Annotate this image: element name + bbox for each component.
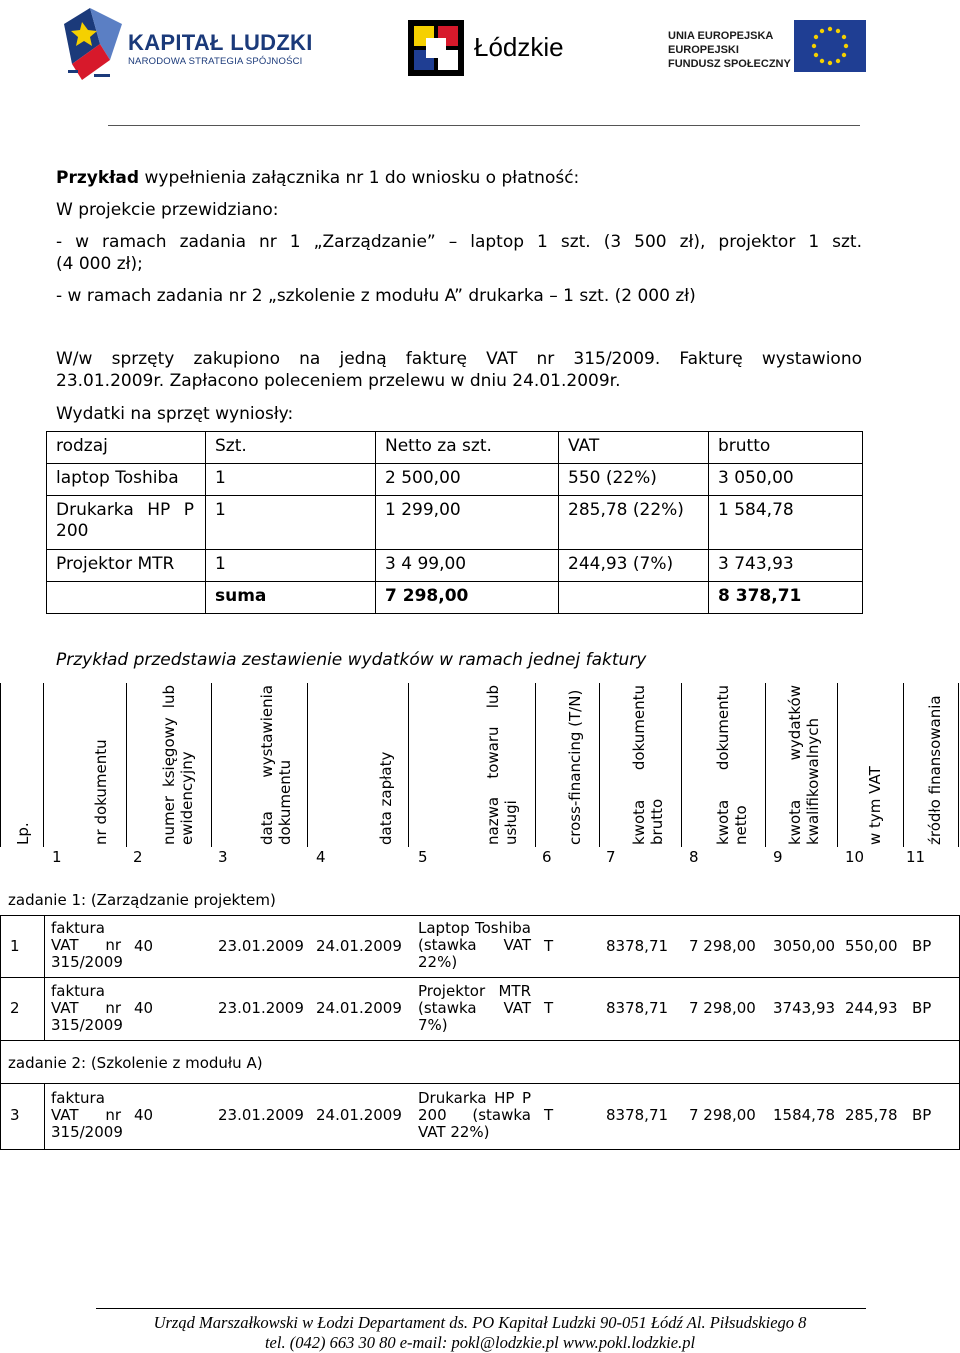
row-cross-financing: T: [544, 999, 554, 1017]
row-cross-financing: T: [544, 1106, 554, 1124]
table-caption: Przykład przedstawia zestawienie wydatków w ramach jednej faktury: [56, 650, 647, 670]
column-number: 9: [773, 848, 783, 866]
summary-header-cell: Netto za szt.: [376, 432, 559, 464]
row-vat: 285,78: [845, 1106, 898, 1124]
summary-cell: 244,93 (7%): [559, 550, 709, 582]
row-netto: 7 298,00: [689, 1106, 756, 1124]
summary-cell: 1 299,00: [376, 496, 559, 550]
header-w-tym-vat: w tym VAT: [866, 766, 884, 845]
row-doc-line: faktura: [51, 1089, 105, 1107]
section-zadanie-2: zadanie 2: (Szkolenie z modułu A): [8, 1054, 263, 1072]
row-kwalifikowalne: 1584,78: [773, 1106, 836, 1124]
summary-cell: 1: [206, 496, 376, 550]
row-name-line: Drukarka HP P: [418, 1089, 531, 1107]
header-numer-ksiegowy-2: ewidencyjny: [178, 751, 196, 845]
intro-heading-bold: Przykład: [56, 168, 140, 188]
header-col-divider: [44, 683, 127, 847]
intro-line-1: W projekcie przewidziano:: [56, 200, 279, 220]
summary-cell: 1 584,78: [709, 496, 863, 550]
intro-heading: [56, 167, 579, 189]
row-name-line: 22%): [418, 953, 458, 971]
row-doc: [51, 920, 121, 971]
header-kwota-kwalifikowalnych: kwota wydatków: [786, 685, 804, 845]
row-name-line: (stawka VAT: [418, 936, 531, 954]
summary-cell: 3 743,93: [709, 550, 863, 582]
header-nazwa-towaru: nazwa towaru lub: [484, 685, 502, 845]
header-nr-dokumentu: nr dokumentu: [92, 739, 110, 845]
row-brutto: 8378,71: [606, 1106, 669, 1124]
header-kwota-brutto: kwota dokumentu: [630, 685, 648, 845]
grid-line: [0, 1083, 960, 1084]
intro-line-7: Wydatki na sprzęt wyniosły:: [56, 404, 294, 424]
header-kwota-kwalifikowalnych-2: kwalifikowalnych: [804, 717, 822, 845]
row-brutto: 8378,71: [606, 937, 669, 955]
column-number: 5: [418, 848, 428, 866]
row-num: 40: [134, 999, 154, 1017]
intro-heading-rest: wypełnienia załącznika nr 1 do wniosku o płatność:: [139, 168, 580, 188]
row-name-line: Projektor MTR: [418, 982, 531, 1000]
row-cross-financing: T: [544, 937, 554, 955]
kapital-ludzki-title: KAPITAŁ LUDZKI: [128, 30, 313, 55]
row-vat: 244,93: [845, 999, 898, 1017]
row-doc: [51, 1090, 121, 1141]
row-lp: 3: [10, 1106, 20, 1124]
grid-line: [0, 915, 960, 916]
row-lp: 1: [10, 937, 20, 955]
footer-address: Urząd Marszałkowski w Łodzi Departament ds. PO Kapitał Ludzki 90-051 Łódź Al. Piłsudskiego 8: [153, 1313, 807, 1332]
summary-cell: Drukarka HP P 200: [56, 500, 194, 541]
summary-cell: 2 500,00: [376, 464, 559, 496]
section-zadanie-1: zadanie 1: (Zarządzanie projektem): [8, 891, 276, 909]
summary-total-row: [47, 582, 863, 614]
intro-line-5: W/w sprzęty zakupiono na jedną fakturę VAT nr 315/2009. Fakturę wystawiono: [56, 349, 862, 369]
summary-cell: 285,78 (22%): [559, 496, 709, 550]
row-num: 40: [134, 1106, 154, 1124]
row-date-paid: 24.01.2009: [316, 1106, 402, 1124]
row-netto: 7 298,00: [689, 999, 756, 1017]
grid-line: [0, 915, 1, 1149]
header-kwota-brutto-2: brutto: [648, 798, 666, 845]
row-name: [418, 1090, 531, 1141]
summary-empty-cell: [559, 582, 709, 614]
column-number: 2: [133, 848, 143, 866]
header-divider: [108, 125, 860, 126]
header-kwota-netto: kwota dokumentu: [714, 685, 732, 845]
row-date-paid: 24.01.2009: [316, 937, 402, 955]
summary-cell: 1: [206, 550, 376, 582]
summary-header-cell: Szt.: [206, 432, 376, 464]
header-lp: Lp.: [14, 822, 32, 845]
header-zrodlo-finansowania: źródło finansowania: [926, 695, 944, 845]
row-source: BP: [912, 1106, 932, 1124]
lodzkie-title: Łódzkie: [474, 32, 564, 62]
row-name: [418, 983, 531, 1034]
column-number: 11: [906, 848, 926, 866]
row-doc-line: VAT nr: [51, 999, 121, 1017]
row-date-issue: 23.01.2009: [218, 1106, 304, 1124]
row-doc-line: 315/2009: [51, 1016, 123, 1034]
intro-line-6: 23.01.2009r. Zapłacono poleceniem przelewu w dniu 24.01.2009r.: [56, 371, 621, 391]
eu-flag-icon: [794, 20, 866, 72]
row-date-paid: 24.01.2009: [316, 999, 402, 1017]
intro-line-4: - w ramach zadania nr 2 „szkolenie z modułu A” drukarka – 1 szt. (2 000 zł): [56, 286, 696, 306]
summary-cell: 1: [206, 464, 376, 496]
row-netto: 7 298,00: [689, 937, 756, 955]
row-doc-line: 315/2009: [51, 1123, 123, 1141]
summary-cell: laptop Toshiba: [47, 464, 206, 496]
row-kwalifikowalne: 3743,93: [773, 999, 836, 1017]
column-number: 10: [845, 848, 865, 866]
expense-summary-table: [46, 431, 863, 614]
footer-contact: tel. (042) 663 30 80 e-mail: pokl@lodzkie.pl www.pokl.lodzkie.pl: [264, 1333, 696, 1352]
summary-row: [47, 550, 863, 582]
row-doc-line: VAT nr: [51, 1106, 121, 1124]
eu-line-3: FUNDUSZ SPOŁECZNY: [668, 58, 791, 70]
lodzkie-emblem-icon: [408, 20, 464, 76]
row-name-line: 200 (stawka: [418, 1106, 531, 1124]
column-number: 6: [542, 848, 552, 866]
header-data-zaplaty: data zapłaty: [377, 751, 395, 845]
row-kwalifikowalne: 3050,00: [773, 937, 836, 955]
column-number: 4: [316, 848, 326, 866]
row-date-issue: 23.01.2009: [218, 999, 304, 1017]
summary-empty-cell: [47, 582, 206, 614]
column-number: 1: [52, 848, 62, 866]
eu-line-2: EUROPEJSKI: [668, 44, 739, 56]
kapital-ludzki-logo: [60, 4, 320, 84]
column-number: 8: [689, 848, 699, 866]
row-name-line: (stawka VAT: [418, 999, 531, 1017]
row-lp: 2: [10, 999, 20, 1017]
summary-cell: Projektor MTR: [47, 550, 206, 582]
summary-header-cell: brutto: [709, 432, 863, 464]
intro-line-3: (4 000 zł);: [56, 254, 143, 274]
header-data-wystawienia-2: dokumentu: [276, 759, 294, 845]
eu-logo: [668, 10, 878, 80]
row-date-issue: 23.01.2009: [218, 937, 304, 955]
column-number: 7: [606, 848, 616, 866]
summary-sum-netto: 7 298,00: [376, 582, 559, 614]
row-doc-line: faktura: [51, 919, 105, 937]
summary-cell: 550 (22%): [559, 464, 709, 496]
row-source: BP: [912, 999, 932, 1017]
grid-line: [0, 977, 960, 978]
grid-line: [0, 1040, 960, 1041]
row-brutto: 8378,71: [606, 999, 669, 1017]
footer-divider: [96, 1308, 866, 1309]
kapital-ludzki-emblem-icon: [60, 4, 126, 84]
header-numer-ksiegowy: numer księgowy lub: [160, 685, 178, 845]
summary-row: [47, 464, 863, 496]
grid-line: [0, 1149, 960, 1150]
kapital-ludzki-subtitle: NARODOWA STRATEGIA SPÓJNOŚCI: [128, 56, 303, 67]
header-nazwa-towaru-2: usługi: [502, 800, 520, 845]
header-kwota-netto-2: netto: [732, 805, 750, 845]
eu-line-1: UNIA EUROPEJSKA: [668, 30, 774, 42]
row-doc: [51, 983, 121, 1034]
row-name-line: VAT 22%): [418, 1123, 490, 1141]
row-doc-line: VAT nr: [51, 936, 121, 954]
summary-header-cell: VAT: [559, 432, 709, 464]
summary-row: [47, 496, 863, 550]
summary-header-cell: rodzaj: [47, 432, 206, 464]
summary-header-row: [47, 432, 863, 464]
row-source: BP: [912, 937, 932, 955]
grid-line: [44, 915, 45, 1040]
lodzkie-logo: [408, 14, 608, 80]
header-cross-financing: cross-financing (T/N): [566, 689, 584, 845]
column-number: 3: [218, 848, 228, 866]
row-num: 40: [134, 937, 154, 955]
summary-sum-brutto: 8 378,71: [709, 582, 863, 614]
grid-line: [44, 1083, 45, 1149]
summary-cell: 3 4 99,00: [376, 550, 559, 582]
intro-line-2: - w ramach zadania nr 1 „Zarządzanie” – laptop 1 szt. (3 500 zł), projektor 1 szt.: [56, 232, 862, 252]
summary-sum-label: suma: [206, 582, 376, 614]
row-vat: 550,00: [845, 937, 898, 955]
row-doc-line: faktura: [51, 982, 105, 1000]
row-name-line: Laptop Toshiba: [418, 919, 531, 937]
summary-cell: 3 050,00: [709, 464, 863, 496]
row-name: [418, 920, 531, 971]
row-doc-line: 315/2009: [51, 953, 123, 971]
row-name-line: 7%): [418, 1016, 448, 1034]
header-data-wystawienia: data wystawienia: [258, 685, 276, 845]
